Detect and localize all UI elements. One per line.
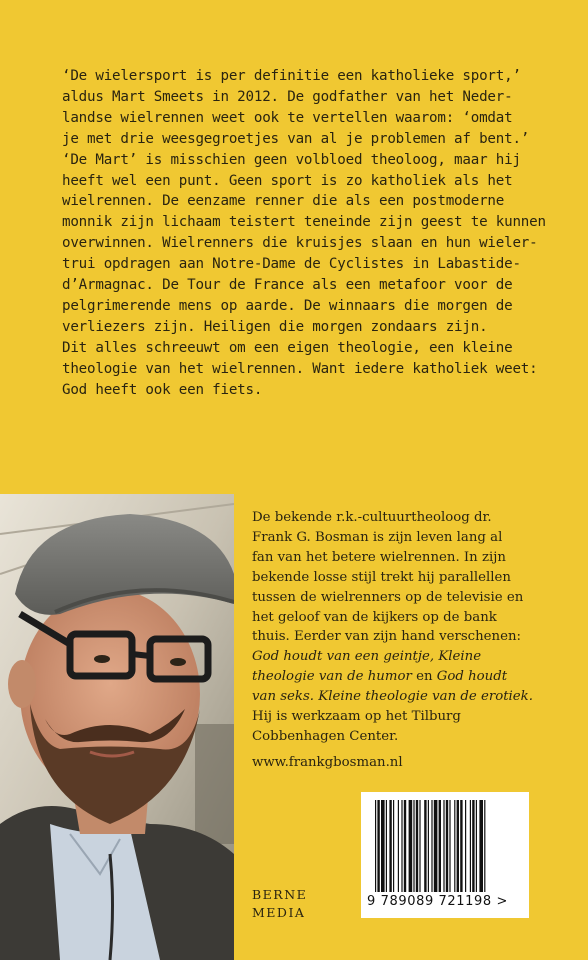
blurb-line: landse wielrennen weet ook te vertellen waarom: ‘omdat xyxy=(62,109,513,126)
barcode-bar xyxy=(416,800,418,892)
barcode-bar xyxy=(439,800,441,892)
bio-line: Hij is werkzaam op het Tilburg xyxy=(252,709,461,725)
barcode-bar xyxy=(479,800,483,892)
barcode-bar xyxy=(449,800,450,892)
blurb-line: aldus Mart Smeets in 2012. De godfather van het Neder- xyxy=(62,88,513,105)
barcode-bar xyxy=(401,800,402,892)
barcode-bars xyxy=(361,792,529,896)
barcode-bar xyxy=(404,800,406,892)
bio-line: De bekende r.k.-cultuurtheoloog dr. xyxy=(252,510,492,525)
blurb-line: monnik zijn lichaam teistert teneinde zijn geest te kunnen xyxy=(62,214,546,231)
barcode-bar xyxy=(386,800,387,892)
back-cover-blurb xyxy=(62,66,582,401)
author-website: www.frankgbosman.nl xyxy=(252,755,403,770)
author-photo xyxy=(0,494,234,960)
barcode-bar xyxy=(470,800,471,892)
bio-text: en xyxy=(411,669,437,685)
blurb-line: trui opdragen aan Notre-Dame de Cyclistes in Labastide- xyxy=(62,256,521,273)
barcode-bar xyxy=(377,800,379,892)
book-title: theologie van de humor xyxy=(252,669,412,685)
bio-line: thuis. Eerder van zijn hand verschenen: xyxy=(252,629,522,645)
barcode-bar xyxy=(476,800,477,892)
blurb-line: ‘De wielersport is per definitie een katholieke sport,’ xyxy=(62,68,521,84)
barcode-bar xyxy=(389,800,391,892)
blurb-line: God heeft ook een fiets. xyxy=(62,381,263,398)
blurb-line: theologie van het wielrennen. Want iedere katholiek weet: xyxy=(62,360,538,377)
bio-line: het geloof van de kijkers op de bank xyxy=(252,609,497,625)
blurb-line: verliezers zijn. Heiligen die morgen zondaars zijn. xyxy=(62,318,488,335)
blurb-line: overwinnen. Wielrenners die kruisjes slaan en hun wieler- xyxy=(62,235,538,252)
barcode-bar xyxy=(465,800,466,892)
barcode-bar xyxy=(413,800,414,892)
bio-line: bekende losse stijl trekt hij parallellen xyxy=(252,569,511,585)
isbn-barcode xyxy=(361,792,529,918)
barcode-bar xyxy=(431,800,432,892)
blurb-line: Dit alles schreeuwt om een eigen theologie, een kleine xyxy=(62,339,513,356)
bio-line: tussen de wielrenners op de televisie en xyxy=(252,589,524,605)
barcode-bar xyxy=(484,800,485,892)
barcode-bar xyxy=(419,800,420,892)
barcode-bar xyxy=(434,800,438,892)
author-bio xyxy=(252,508,582,747)
book-title: God houdt xyxy=(436,669,508,685)
publisher-name-line: MEDIA xyxy=(252,905,306,920)
publisher-logo xyxy=(252,886,307,922)
blurb-line: je met drie weesgegroetjes van al je problemen af bent.’ xyxy=(62,130,530,147)
barcode-bar xyxy=(393,800,394,892)
barcode-bar xyxy=(460,800,462,892)
barcode-bar xyxy=(398,800,399,892)
barcode-bar xyxy=(428,800,429,892)
barcode-bar xyxy=(457,800,459,892)
barcode-bar xyxy=(446,800,448,892)
bio-line: Cobbenhagen Center. xyxy=(252,728,399,744)
book-title: God houdt van een geintje, Kleine xyxy=(252,649,482,665)
barcode-bar xyxy=(375,800,376,892)
author-portrait-illustration xyxy=(0,494,234,960)
bio-line xyxy=(252,667,582,687)
blurb-line: heeft wel een punt. Geen sport is zo katholiek als het xyxy=(62,172,513,189)
bio-line xyxy=(252,687,582,707)
blurb-line: ‘De Mart’ is misschien geen volbloed theoloog, maar hij xyxy=(62,151,521,168)
bio-line: Frank G. Bosman is zijn leven lang al xyxy=(252,529,503,545)
blurb-line: wielrennen. De eenzame renner die als een postmoderne xyxy=(62,193,505,210)
publisher-name-line: BERNE xyxy=(252,887,308,902)
blurb-line: d’Armagnac. De Tour de France als een metafoor voor de xyxy=(62,277,513,294)
bio-line xyxy=(252,647,582,667)
barcode-bar xyxy=(424,800,426,892)
barcode-bar xyxy=(472,800,474,892)
bio-line: fan van het betere wielrennen. In zijn xyxy=(252,549,506,565)
barcode-bar xyxy=(381,800,385,892)
isbn-number: 9 789089 721198 > xyxy=(367,894,509,909)
blurb-line: pelgrimerende mens op aarde. De winnaars die morgen de xyxy=(62,297,513,314)
barcode-bar xyxy=(443,800,444,892)
barcode-bar xyxy=(409,800,413,892)
book-title: van seks. Kleine theologie van de erotiek. xyxy=(252,689,533,705)
barcode-bar xyxy=(454,800,455,892)
